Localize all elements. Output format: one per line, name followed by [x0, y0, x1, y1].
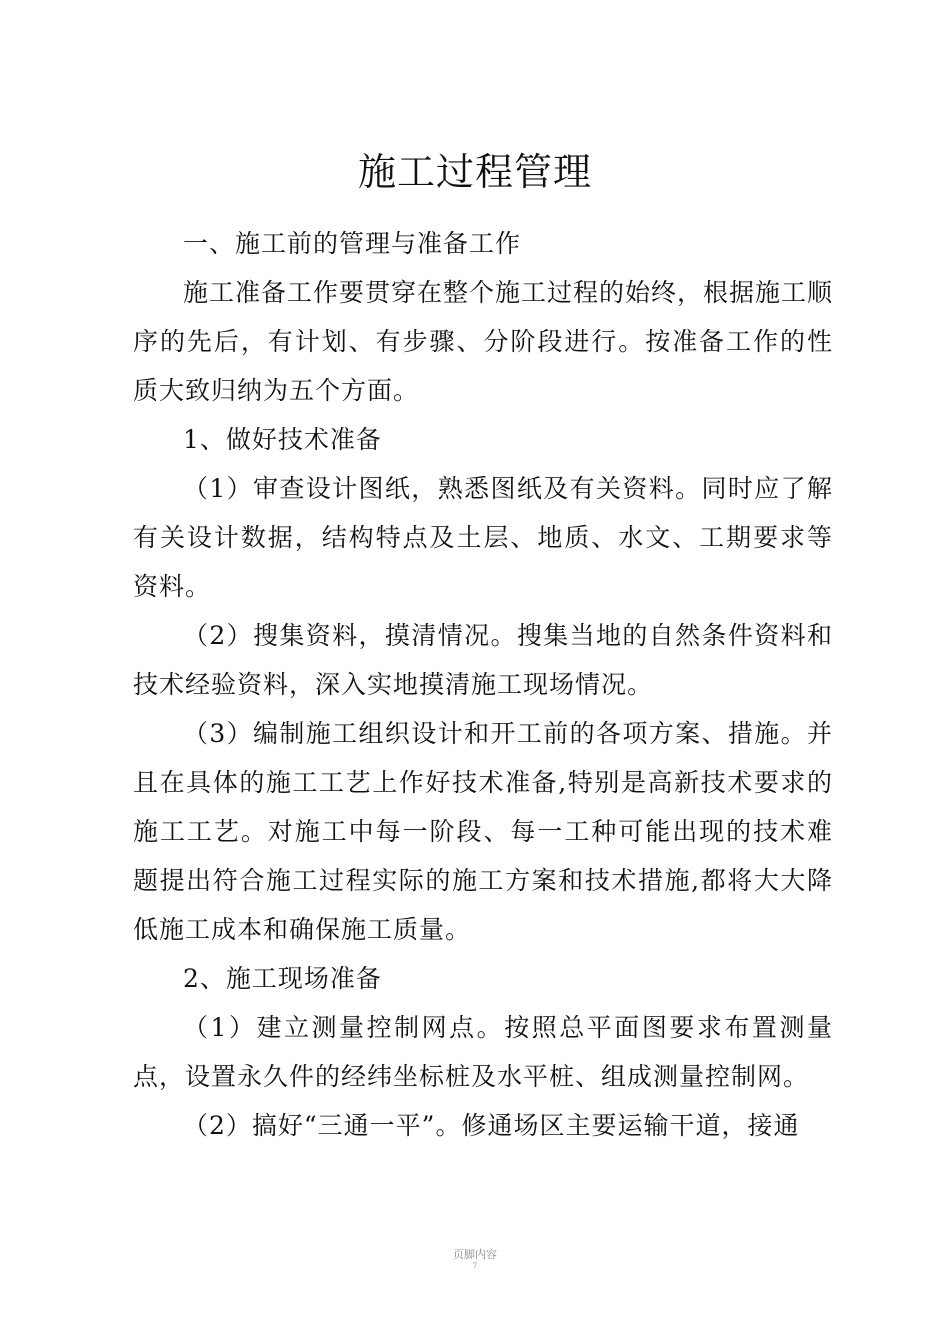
section-heading: 一、施工前的管理与准备工作	[183, 229, 522, 258]
list-item-paragraph: （2）搜集资料，摸清情况。搜集当地的自然条件资料和技术经验资料，深入实地摸清施工现场情况。	[133, 621, 833, 699]
list-item-paragraph: （2）搞好“三通一平”。修通场区主要运输干道，接通	[183, 1111, 800, 1140]
subsection-heading: 1、做好技术准备	[183, 425, 382, 454]
page-number: 7	[472, 1262, 478, 1270]
intro-paragraph: 施工准备工作要贯穿在整个施工过程的始终，根据施工顺序的先后，有计划、有步骤、分阶段进行。按准备工作的性质大致归纳为五个方面。	[133, 278, 834, 405]
list-item-paragraph: （1）建立测量控制网点。按照总平面图要求布置测量点，设置永久件的经纬坐标桩及水平桩、组成测量控制网。	[133, 1013, 833, 1091]
document-body	[133, 219, 833, 1150]
list-item-paragraph: （3）编制施工组织设计和开工前的各项方案、措施。并且在具体的施工工艺上作好技术准备,特别是高新技术要求的施工工艺。对施工中每一阶段、每一工种可能出现的技术难题提出符合施工过程实际的施工方案和技术措施,都将大大降低施工成本和确保施工质量。	[133, 719, 833, 944]
list-item-paragraph: （1）审查设计图纸，熟悉图纸及有关资料。同时应了解有关设计数据，结构特点及土层、地质、水文、工期要求等资料。	[133, 474, 833, 601]
page-footer: 页脚内容	[453, 1248, 497, 1261]
document-title: 施工过程管理	[357, 150, 592, 194]
subsection-heading: 2、施工现场准备	[183, 964, 382, 993]
